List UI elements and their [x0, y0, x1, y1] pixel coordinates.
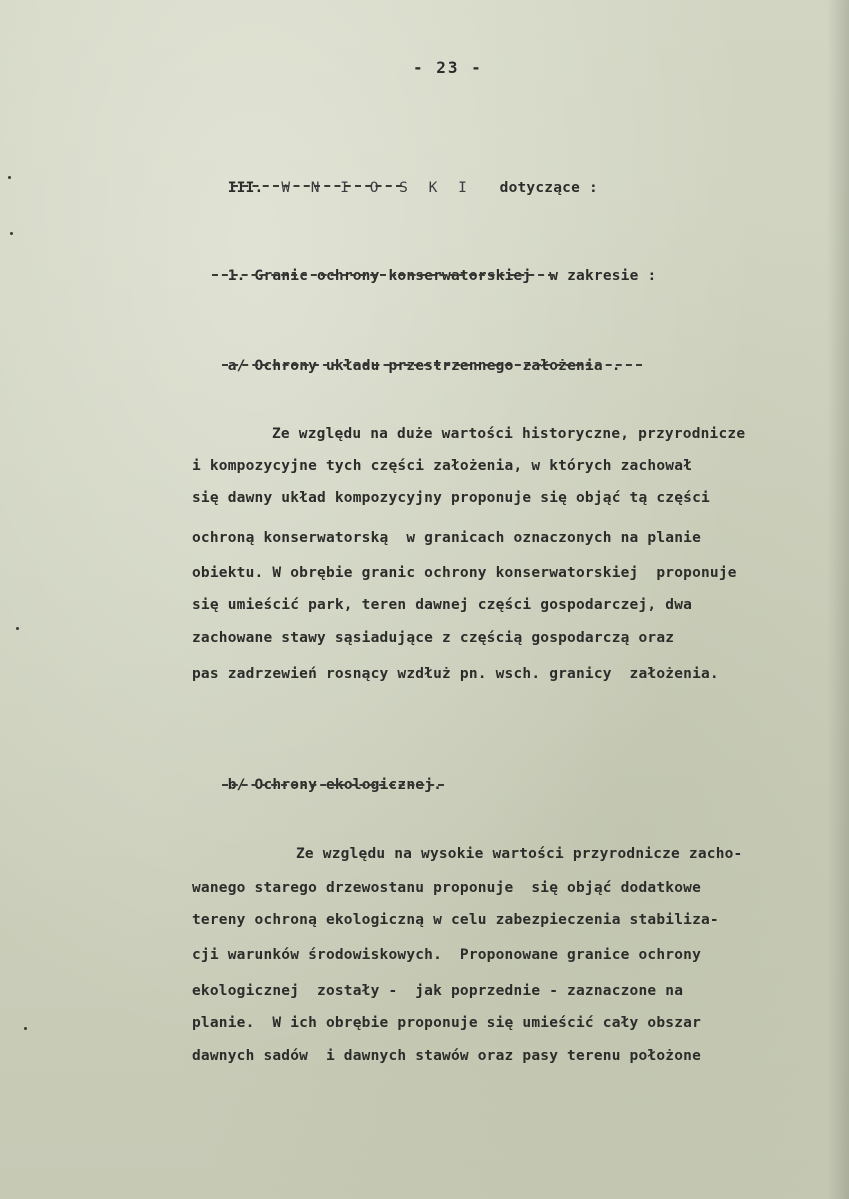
sub-b-underline	[222, 784, 444, 786]
para-b-line: wanego starego drzewostanu proponuje się objąć dodatkowe	[192, 880, 701, 896]
sub-b-title: Ochrony ekologicznej.	[254, 777, 443, 793]
section-suffix: dotyczące :	[499, 180, 598, 196]
margin-mark	[16, 627, 19, 630]
section-title: W N I O S K I	[281, 180, 473, 196]
para-a-line: ochroną konserwatorską w granicach oznaczonych na planie	[192, 530, 701, 546]
page-edge-shadow	[827, 0, 849, 1199]
section-number: III.	[227, 180, 264, 196]
section-heading	[192, 164, 598, 212]
margin-mark	[24, 1027, 27, 1030]
para-b-line: Ze względu na wysokie wartości przyrodnicze zacho-	[296, 846, 743, 862]
sub-a-heading	[192, 342, 621, 390]
item1-heading	[192, 252, 656, 300]
para-a-line: pas zadrzewień rosnący wzdłuż pn. wsch. granicy założenia.	[192, 666, 719, 682]
para-b-line: tereny ochroną ekologiczną w celu zabezpieczenia stabiliza-	[192, 912, 719, 928]
page-number: - 23 -	[413, 58, 483, 77]
para-b-line: cji warunków środowiskowych. Proponowane granice ochrony	[192, 947, 701, 963]
para-a-line: się dawny układ kompozycyjny proponuje się objąć tą części	[192, 490, 710, 506]
para-b-line: ekologicznej zostały - jak poprzednie - zaznaczone na	[192, 983, 684, 999]
item1-suffix: w zakresie :	[549, 268, 657, 284]
item1-underline	[212, 274, 554, 276]
para-a-line: Ze względu na duże wartości historyczne, przyrodnicze	[272, 426, 746, 442]
para-a-line: się umieścić park, teren dawnej części gospodarczej, dwa	[192, 597, 693, 613]
para-b-line: dawnych sadów i dawnych stawów oraz pasy terenu położone	[192, 1048, 701, 1064]
margin-mark	[8, 176, 11, 179]
para-a-line: zachowane stawy sąsiadujące z częścią gospodarczą oraz	[192, 630, 675, 646]
para-a-line: i kompozycyjne tych części założenia, w których zachował	[192, 458, 693, 474]
sub-a-underline	[222, 364, 642, 366]
para-a-line: obiektu. W obrębie granic ochrony konserwatorskiej proponuje	[192, 565, 737, 581]
sub-a-prefix: a/	[227, 358, 246, 374]
para-b-line: planie. W ich obrębie proponuje się umieścić cały obszar	[192, 1015, 701, 1031]
margin-mark	[10, 232, 13, 235]
sub-b-prefix: b/	[227, 777, 246, 793]
sub-a-title: Ochrony układu przestrzennego założenia .	[254, 358, 621, 374]
item1-title: 1. Granic ochrony konserwatorskiej	[227, 268, 532, 284]
section-title-underline	[232, 185, 402, 187]
